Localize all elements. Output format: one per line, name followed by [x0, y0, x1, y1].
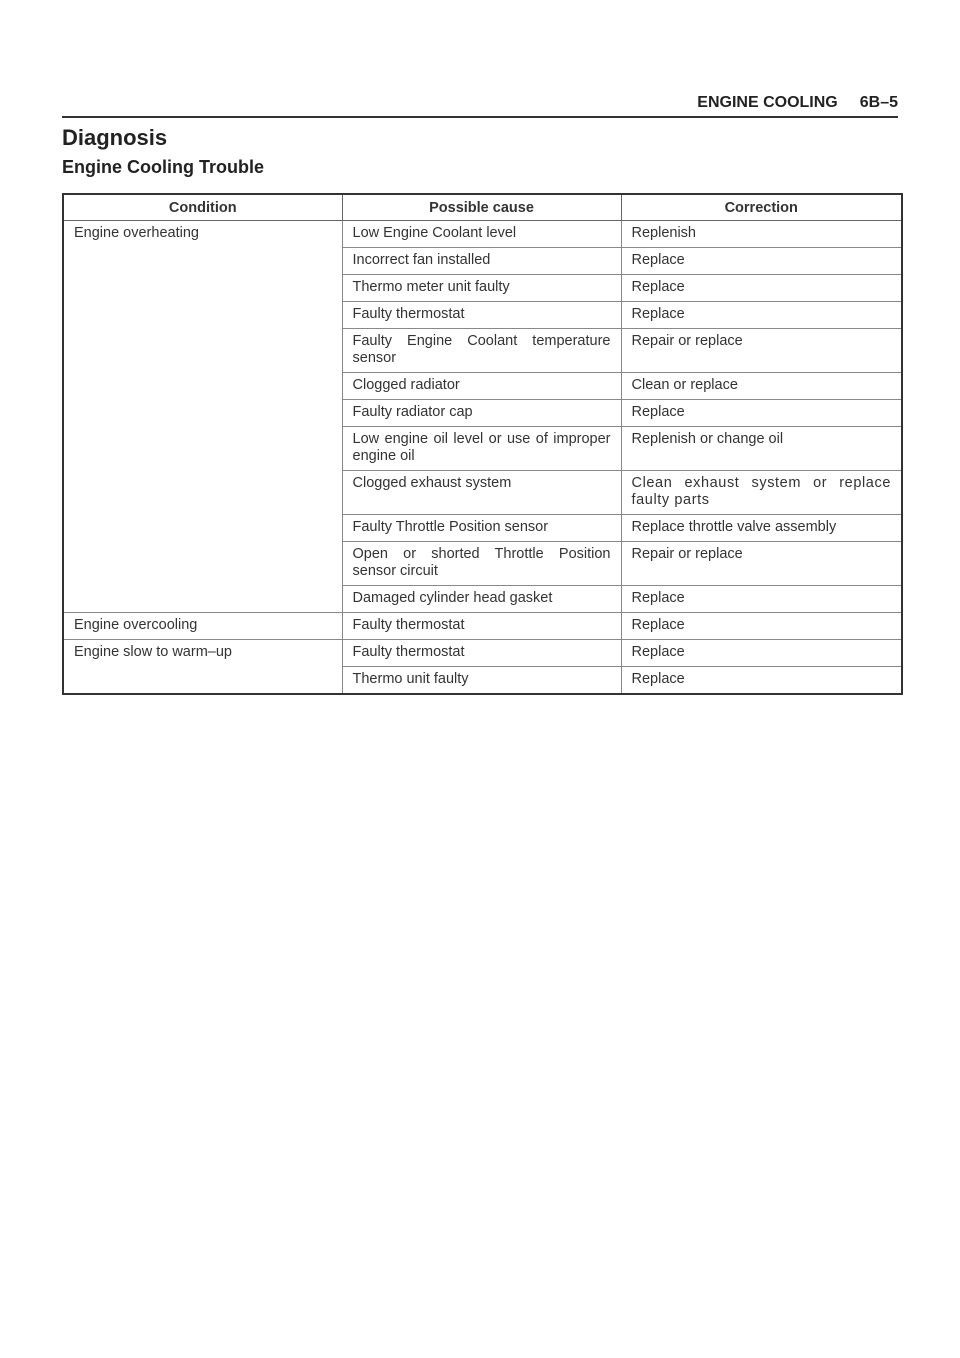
correction-cell: Replenish or change oil: [621, 427, 902, 471]
table-row: [63, 613, 902, 640]
cause-cell: Open or shorted Throttle Position sensor circuit: [342, 542, 621, 586]
cause-cell: Faulty thermostat: [342, 302, 621, 329]
page-title: Diagnosis: [62, 125, 168, 150]
correction-cell: Replace: [621, 613, 902, 640]
correction-cell: Replace: [621, 275, 902, 302]
cause-cell: Faulty thermostat: [342, 613, 621, 640]
correction-cell: Replace: [621, 640, 902, 667]
cause-cell: Damaged cylinder head gasket: [342, 586, 621, 613]
running-header: [62, 90, 898, 118]
correction-cell: Clean exhaust system or replace faulty parts: [621, 471, 902, 515]
cause-cell: Low engine oil level or use of improper engine oil: [342, 427, 621, 471]
table-row: [63, 640, 902, 667]
correction-cell: Repair or replace: [621, 329, 902, 373]
cause-cell: Faulty Throttle Position sensor: [342, 515, 621, 542]
cause-cell: Clogged exhaust system: [342, 471, 621, 515]
condition-cell: Engine slow to warm–up: [63, 640, 342, 695]
condition-cell: Engine overheating: [63, 221, 342, 613]
section-title: ENGINE COOLING: [697, 94, 838, 111]
condition-cell: Engine overcooling: [63, 613, 342, 640]
correction-cell: Replace: [621, 302, 902, 329]
correction-cell: Replace throttle valve assembly: [621, 515, 902, 542]
cause-cell: Clogged radiator: [342, 373, 621, 400]
correction-cell: Replace: [621, 248, 902, 275]
cause-cell: Incorrect fan installed: [342, 248, 621, 275]
correction-cell: Clean or replace: [621, 373, 902, 400]
correction-cell: Repair or replace: [621, 542, 902, 586]
cause-cell: Faulty Engine Coolant temperature sensor: [342, 329, 621, 373]
cause-cell: Thermo unit faulty: [342, 667, 621, 695]
cause-cell: Thermo meter unit faulty: [342, 275, 621, 302]
correction-cell: Replenish: [621, 221, 902, 248]
cause-cell: Low Engine Coolant level: [342, 221, 621, 248]
table-header-row: [63, 194, 902, 221]
correction-cell: Replace: [621, 667, 902, 695]
correction-cell: Replace: [621, 586, 902, 613]
header-possible-cause: Possible cause: [342, 194, 621, 221]
header-condition: Condition: [63, 194, 342, 221]
page-number: 6B–5: [859, 94, 898, 111]
cause-cell: Faulty radiator cap: [342, 400, 621, 427]
table-row: [63, 221, 902, 248]
trouble-table: [62, 193, 903, 695]
cause-cell: Faulty thermostat: [342, 640, 621, 667]
header-correction: Correction: [621, 194, 902, 221]
section-subtitle: Engine Cooling Trouble: [62, 157, 264, 177]
correction-cell: Replace: [621, 400, 902, 427]
